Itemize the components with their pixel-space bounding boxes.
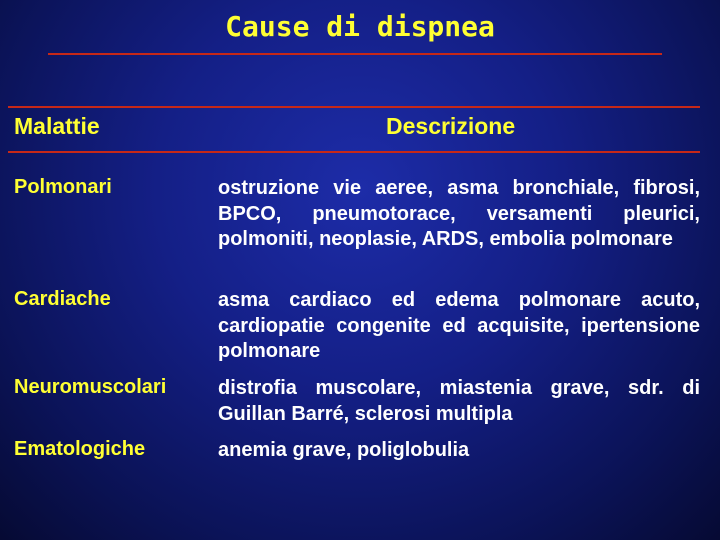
table-header-divider — [8, 151, 700, 153]
slide-title: Cause di dispnea — [225, 10, 495, 43]
row-category: Polmonari — [14, 176, 112, 198]
row-description: ostruzione vie aeree, asma bronchiale, fibrosi, BPCO, pneumotorace, versamenti pleurici, polmoniti, neoplasie, ARDS, embolia polmonare — [218, 177, 700, 250]
column-header-malattie: Malattie — [14, 113, 100, 139]
row-description: anemia grave, poliglobulia — [218, 439, 470, 461]
row-description: distrofia muscolare, miastenia grave, sdr. di Guillan Barré, sclerosi multipla — [218, 377, 700, 425]
row-category: Ematologiche — [14, 438, 146, 460]
title-divider — [48, 53, 662, 55]
table-top-divider — [8, 106, 700, 108]
column-header-descrizione: Descrizione — [386, 113, 516, 139]
row-category: Neuromuscolari — [14, 376, 167, 398]
row-description: asma cardiaco ed edema polmonare acuto, cardiopatie congenite ed acquisite, ipertensione polmonare — [218, 289, 700, 362]
row-category: Cardiache — [14, 288, 111, 310]
